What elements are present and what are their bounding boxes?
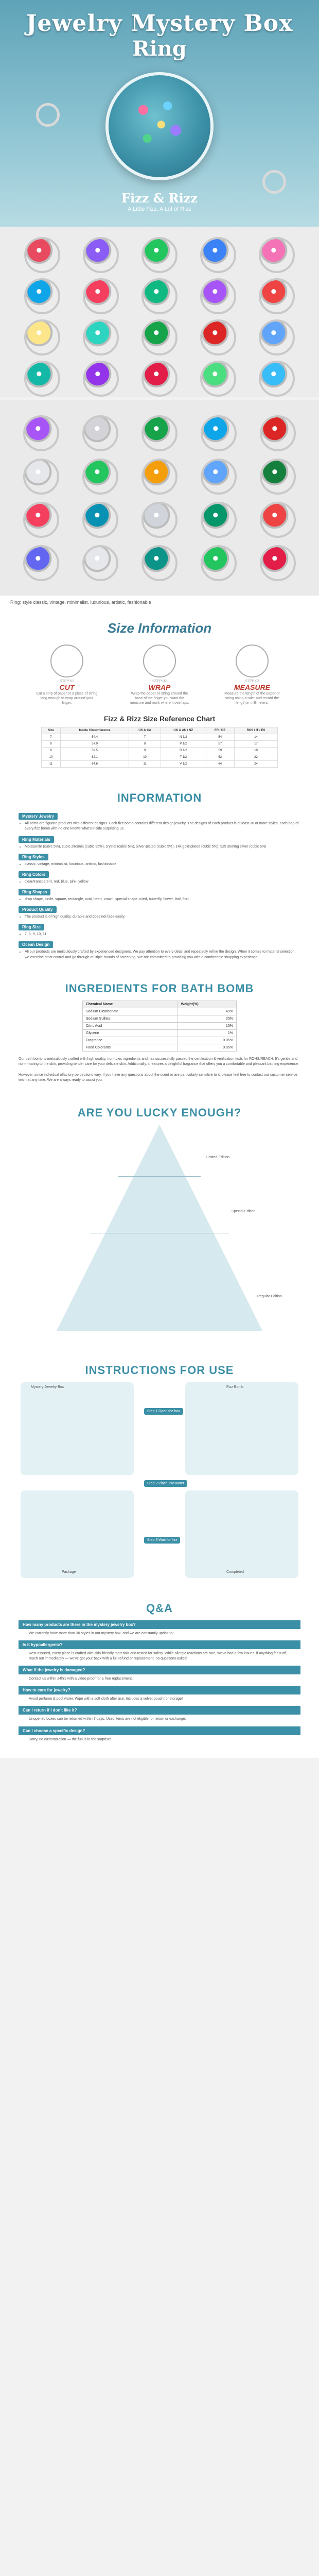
table-cell: R 1/2 (161, 748, 206, 754)
table-header-row (42, 727, 278, 734)
information-title: INFORMATION (117, 791, 202, 805)
info-tag: Ring Materials (19, 836, 54, 843)
step-measure (221, 645, 283, 705)
ring-image (83, 278, 119, 314)
info-points (19, 950, 300, 960)
table-cell: 9 (129, 748, 161, 754)
faq-answer: Avoid perfume & pool water. Wipe with a soft cloth after use. Includes a velvet pouch for storage! (29, 1697, 183, 1701)
info-tag: Ring Shapes (19, 889, 50, 895)
table-cell: 0.05% (178, 1044, 236, 1051)
info-tag: Ring Size (19, 924, 44, 930)
info-tag: Ring Styles (19, 854, 48, 860)
step-text: Measure the length of the paper or string using a ruler and record the length in millimeters. (224, 692, 280, 705)
faq-answer: Contact us within 24hrs with a video proof for a free replacement. (29, 1677, 133, 1681)
ring-image (141, 278, 178, 314)
ring-image (260, 459, 296, 495)
ring-image (82, 415, 118, 451)
table-row (83, 1015, 237, 1022)
ring-image (259, 319, 295, 355)
information-list (19, 810, 300, 960)
info-tag: Ring Colors (19, 871, 49, 878)
table-row (83, 1029, 237, 1037)
size-information (0, 610, 319, 778)
table-header: Chemical Name (83, 1001, 178, 1008)
table-cell: 7 (42, 734, 61, 741)
size-chart-title: Fizz & Rizz Size Reference Chart (103, 715, 216, 723)
tier-limited: Limited Edition (206, 1155, 229, 1159)
ring-image (259, 278, 295, 314)
gems-icon (119, 86, 200, 167)
table-cell: 15% (178, 1022, 236, 1029)
info-tag: Product Quality (19, 906, 57, 913)
ring-image (260, 502, 296, 538)
table-cell: 57 (206, 741, 234, 748)
faq-answer: Unopened boxes can be returned within 7 days. Used items are not eligible for return or exchange. (29, 1717, 186, 1721)
table-cell: 10 (42, 754, 61, 761)
ring-image (260, 415, 296, 451)
table-cell: 0.05% (178, 1037, 236, 1044)
table-cell: 57.0 (61, 741, 129, 748)
tier-special: Special Edition (232, 1209, 256, 1213)
table-header: Weight(%) (178, 1001, 236, 1008)
step-wrap (129, 645, 190, 705)
ring-image (201, 415, 237, 451)
table-row (83, 1008, 237, 1015)
table-cell: 59.5 (61, 748, 129, 754)
ring-image (23, 459, 59, 495)
table-cell: 19 (234, 748, 277, 754)
ring-image (200, 237, 236, 273)
tier-regular: Regular Edition (257, 1294, 282, 1298)
mystery-tin (105, 72, 214, 180)
ring-image (141, 502, 178, 538)
faq-question[interactable]: How to care for jewelry? (19, 1686, 300, 1694)
ring-image (82, 459, 118, 495)
table-cell: 9 (42, 748, 61, 754)
step-label: STEP 01 (60, 680, 74, 683)
step-label: STEP 02 (152, 680, 167, 683)
step-badge-1: Step 1 Open the box (144, 1408, 183, 1415)
ring-image (141, 319, 178, 355)
table-header: Size (42, 727, 61, 734)
bath-bomb-section (0, 972, 319, 1094)
ingredients-table (82, 1001, 237, 1052)
table-cell: 54 (206, 734, 234, 741)
faq-question[interactable]: Can I choose a specific design? (19, 1726, 300, 1735)
bath-bomb-para-1: Our bath bomb is meticulously crafted with high quality, non-toxic ingredients and has successfully passed the certification & verification tests for ROHS/REACH. It's gentle and non-irritating to the skin, providing tender care for your delicate skin. Additionally, it features a delightful fragrance that offers you a comfortable and pleasant bathing experience. (19, 1057, 299, 1066)
info-points (19, 862, 300, 867)
faq-answer: We currently have more than 30 styles in our mystery box, and we are constantly updating! (29, 1631, 174, 1635)
tier-divider (118, 1176, 201, 1177)
ruler-icon (236, 645, 269, 677)
table-row (83, 1037, 237, 1044)
info-point: • drop shape, circle, square, rectangle, oval, heart, crown, special shape, ivied, butterfly, flower, leaf, fruit (25, 897, 300, 902)
panel-completed (185, 1490, 298, 1578)
ring-image (200, 319, 236, 355)
table-cell: 54.4 (61, 734, 129, 741)
panel-box (21, 1382, 134, 1475)
ring-image (83, 319, 119, 355)
table-cell: 49% (178, 1008, 236, 1015)
label-completed: Completed (226, 1570, 244, 1574)
hero-title: Jewelry Mystery Box (26, 10, 293, 37)
info-point: • Moissanite (cubic 5%), cubic zirconia (cubic 95%), crystal (cubic 5%), silver-plated (cubic 5%), 14k gold-plated (cubic 5%), 925 sterling silver (cubic 5%) (25, 844, 300, 850)
table-cell: P 1/2 (161, 741, 206, 748)
ring-gallery-2 (0, 400, 319, 596)
info-tag: Ocean Design (19, 941, 53, 948)
ring-gallery (0, 227, 319, 397)
ring-image (24, 319, 60, 355)
hero-subtitle: Ring (132, 37, 187, 61)
instructions-title: INSTRUCTIONS FOR USE (85, 1363, 234, 1377)
info-point: • 7, 8, 9, 10, 11 (25, 932, 300, 937)
faq-answer: Sorry, no customization — the fun is in the surprise! (29, 1737, 111, 1741)
table-cell: 7 (129, 734, 161, 741)
ring-image (201, 459, 237, 495)
table-cell: 64 (206, 761, 234, 768)
faq-question[interactable]: How many products are there in the mystery jewelry box? (19, 1620, 300, 1629)
info-point: • classic, vintage, minimalist, luxurious, artistic, fashionable (25, 862, 300, 867)
step-text: Cut a strip of paper or a piece of string long enough to wrap around your finger. (36, 692, 98, 705)
ring-image (259, 237, 295, 273)
faq-list (19, 1620, 300, 1742)
table-cell: 24 (234, 761, 277, 768)
table-cell: 59 (206, 748, 234, 754)
bath-bomb-para-2: However, since individual olfactory perceptions vary, if you have any questions about the scent or are particularly sensitive to it, please feel free to contact our customer service team at any time. We are always ready to assist you. (19, 1073, 297, 1082)
ring-icon (36, 103, 60, 127)
table-header: US & CA (129, 727, 161, 734)
faq-answer: Rest assured, every piece is crafted with skin-friendly materials and tested for safety. While allergic reactions are rare, we've had a few issues. if anything feels off, reach out immediately — we've got your back with a full refund or replacement, no questions asked. (29, 1651, 288, 1660)
info-points (19, 821, 300, 832)
info-points (19, 879, 300, 885)
ring-image (24, 278, 60, 314)
table-header: UK & AU / NZ (161, 727, 206, 734)
ring-image (23, 545, 59, 581)
label-box: Mystery Jewelry Box (31, 1385, 64, 1389)
ring-image (83, 237, 119, 273)
table-cell: V 1/2 (161, 761, 206, 768)
step-text: Wrap the paper or string around the base of the finger you want the measure and mark where it overlaps. (130, 692, 189, 705)
table-cell: 11 (129, 761, 161, 768)
ring-image (24, 361, 60, 397)
info-points (19, 844, 300, 850)
table-header: Inside Circumference (61, 727, 129, 734)
table-cell: 25% (178, 1015, 236, 1022)
panel-bomb (185, 1382, 298, 1475)
gallery-caption: Ring: style classic, vintage, minimalist, luxurious, artistic, fashionable (0, 596, 319, 610)
info-points (19, 897, 300, 902)
step-name: WRAP (148, 683, 171, 691)
info-point: • The product is of high quality, durable and does not fade easily. (25, 914, 300, 920)
table-cell: 17 (234, 741, 277, 748)
ring-image (83, 361, 119, 397)
info-tag: Mystery Jewelry (19, 813, 58, 820)
table-cell: Glycerin (83, 1029, 178, 1037)
info-point: • All our products are meticulously crafted by experienced designers. We pay attention to every detail and repeatedly refine the design. When it comes to material selection, we exercise strict control and go through multiple rounds of screening. We are committed to providing you with a comfortable shopping experience. (25, 950, 300, 960)
scissors-icon (50, 645, 83, 677)
lucky-title: ARE YOU LUCKY ENOUGH? (77, 1106, 242, 1119)
label-package: Package (62, 1570, 76, 1574)
table-row (42, 734, 278, 741)
lucky-section (0, 1094, 319, 1351)
step-name: CUT (59, 683, 75, 691)
table-row (42, 748, 278, 754)
step-badge-3: Step 3 Wait for fizz (144, 1537, 180, 1544)
table-row (83, 1044, 237, 1051)
table-cell: N 1/2 (161, 734, 206, 741)
faq-question[interactable]: Can I return if I don't like it? (19, 1706, 300, 1715)
ring-image (200, 278, 236, 314)
ring-image (200, 361, 236, 397)
ring-image (201, 545, 237, 581)
table-header: RUS / IT / ES (234, 727, 277, 734)
table-cell: 8 (42, 741, 61, 748)
instructions-section (0, 1351, 319, 1588)
ring-image (141, 459, 178, 495)
ring-image (82, 502, 118, 538)
table-cell: 1% (178, 1029, 236, 1037)
bath-bomb-title: INGREDIENTS FOR BATH BOMB (65, 981, 254, 995)
faq-question[interactable]: What if the jewelry is damaged? (19, 1666, 300, 1674)
table-cell: 8 (129, 741, 161, 748)
table-cell: 14 (234, 734, 277, 741)
ring-image (23, 502, 59, 538)
information-section (0, 778, 319, 971)
table-cell: 22 (234, 754, 277, 761)
size-title: Size Information (107, 620, 212, 636)
info-point: • clear/transparent, red, blue, pink, yellow (25, 879, 300, 885)
panel-package (21, 1490, 134, 1578)
ring-image (23, 415, 59, 451)
finger-wrap-icon (143, 645, 176, 677)
ring-image (141, 361, 178, 397)
table-cell: Sodium Bicarbonate (83, 1008, 178, 1015)
table-cell: 64.6 (61, 761, 129, 768)
step-label: STEP 03 (245, 680, 259, 683)
table-cell: 10 (129, 754, 161, 761)
faq-question[interactable]: Is it hypoallergenic? (19, 1640, 300, 1649)
label-bomb: Fizz Bomb (226, 1385, 244, 1389)
info-points (19, 914, 300, 920)
ring-image (24, 237, 60, 273)
table-cell: Citric Acid (83, 1022, 178, 1029)
size-steps (0, 645, 319, 705)
brand-tagline: A Little Fizz, A Lot of Rizz (128, 206, 191, 212)
brand-name: Fizz & Rizz (121, 191, 198, 206)
table-cell: 62.1 (61, 754, 129, 761)
faq-section (0, 1588, 319, 1758)
ring-image (141, 545, 178, 581)
table-header-row (83, 1001, 237, 1008)
table-cell: Fragrance (83, 1037, 178, 1044)
ring-image (260, 545, 296, 581)
ring-image (141, 237, 178, 273)
table-header: FR / DE (206, 727, 234, 734)
table-cell: T 1/2 (161, 754, 206, 761)
info-points (19, 932, 300, 937)
ring-image (82, 545, 118, 581)
step-cut (36, 645, 98, 705)
ring-image (141, 415, 178, 451)
pyramid-graphic (57, 1125, 262, 1331)
table-cell: 11 (42, 761, 61, 768)
table-row (42, 754, 278, 761)
size-chart-table (41, 727, 278, 768)
faq-title: Q&A (146, 1601, 173, 1615)
table-row (42, 741, 278, 748)
table-cell: Sodium Sulfate (83, 1015, 178, 1022)
step-badge-2: Step 2 Place into water (144, 1480, 187, 1487)
table-cell: 62 (206, 754, 234, 761)
hero-banner (0, 0, 319, 227)
table-row (83, 1022, 237, 1029)
step-name: MEASURE (234, 683, 270, 691)
table-cell: Food Colorants (83, 1044, 178, 1051)
info-point: • All items are figurine products with different designs. Each fizz bomb contains different design jewelry. The designs of each product is at least 30 or more styles, each bag of every fizz bomb with no one knows what's inside surprising us. (25, 821, 300, 832)
ring-image (259, 361, 295, 397)
ring-image (201, 502, 237, 538)
table-row (42, 761, 278, 768)
